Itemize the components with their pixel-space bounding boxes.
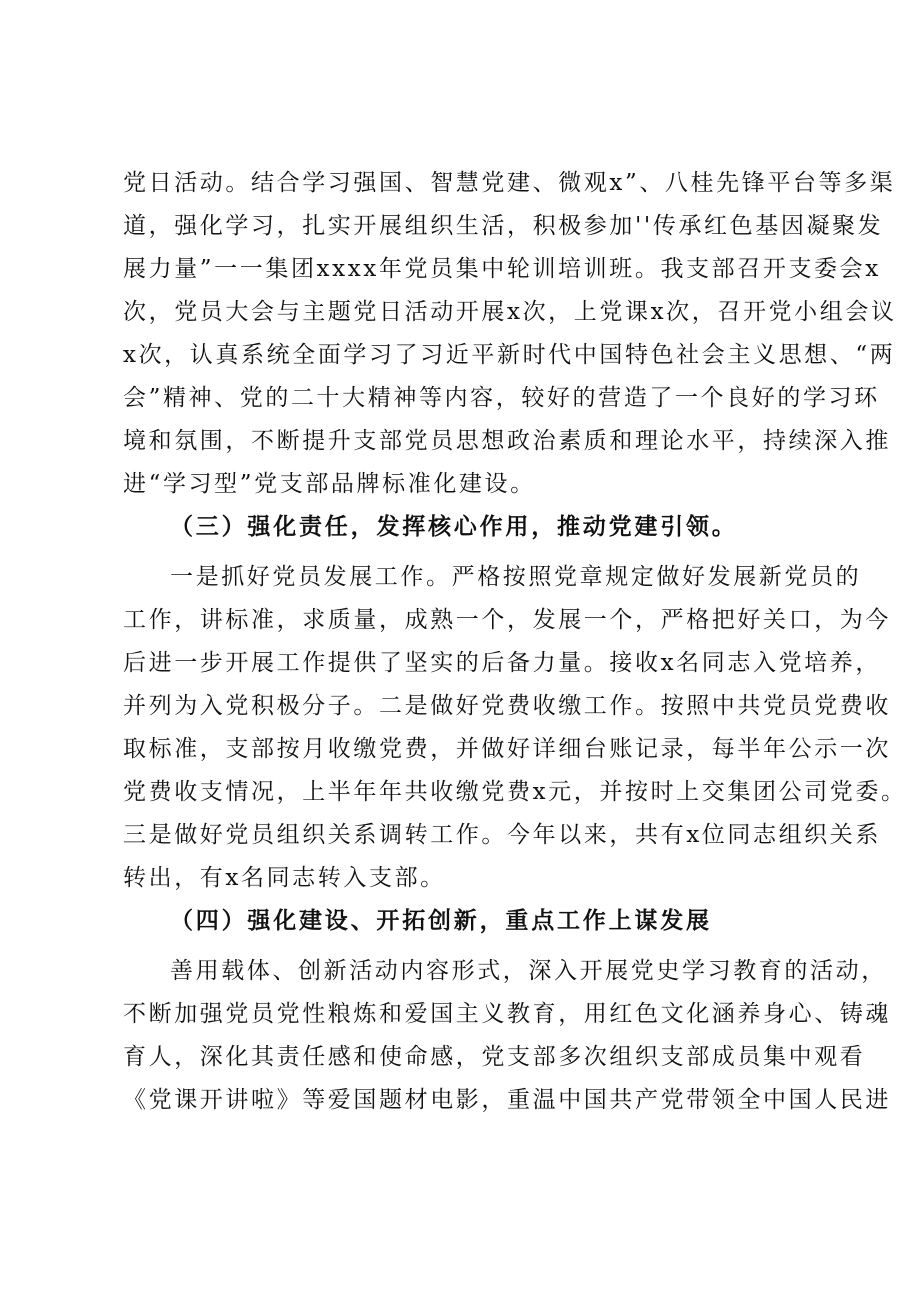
paragraph-2-line-6: 党费收支情况，上半年年共收缴党费x元，并按时上交集团公司党委。 [123,779,907,805]
paragraph-1-line-6: 会”精神、党的二十大精神等内容，较好的营造了一个良好的学习环 [123,385,880,411]
paragraph-2-line-7: 三是做好党员组织关系调转工作。今年以来，共有x位同志组织关系 [123,822,881,848]
paragraph-1-line-1: 党日活动。结合学习强国、智慧党建、微观x”、八桂先锋平台等多渠 [123,170,896,196]
paragraph-1-line-4: 次，党员大会与主题党日活动开展x次，上党课x次，召开党小组会议 [123,299,897,325]
paragraph-3-line-4: 《党课开讲啦》等爱国题材电影，重温中国共产党带领全中国人民进 [123,1087,891,1113]
paragraph-2-line-2: 工作，讲标准，求质量，成熟一个，发展一个，严格把好关口，为今 [123,607,891,633]
paragraph-3-line-3: 育人，深化其责任感和使命感，党支部多次组织支部成员集中观看 [123,1044,866,1070]
section-heading-3: （三）强化责任，发挥核心作用，推动党建引领。 [170,513,738,540]
paragraph-3-line-2: 不断加强党员党性粮炼和爱国主义教育，用红色文化涵养身心、铸魂 [123,1001,891,1027]
paragraph-3-line-1: 善用载体、创新活动内容形式，深入开展党史学习教育的活动， [170,958,887,984]
paragraph-1-line-2: 道，强化学习，扎实开展组织生活，积极参加''传承红色基因凝聚发 [123,213,884,239]
paragraph-2-line-4: 并列为入党积极分子。二是做好党费收缴工作。按照中共党员党费收 [123,693,891,719]
paragraph-2-line-8: 转出，有x名同志转入支部。 [123,865,446,891]
paragraph-1-line-7: 境和氛围，不断提升支部党员思想政治素质和理论水平，持续深入推 [123,428,891,454]
paragraph-1-line-5: x次，认真系统全面学习了习近平新时代中国特色社会主义思想、“两 [123,342,896,368]
paragraph-2-line-5: 取标准，支部按月收缴党费，并做好详细台账记录，每半年公示一次 [123,736,891,762]
paragraph-1-line-8: 进“学习型”党支部品牌标准化建设。 [123,471,536,497]
section-heading-4: （四）强化建设、开拓创新，重点工作上谋发展 [170,907,712,934]
paragraph-2-line-3: 后进一步开展工作提供了坚实的后备力量。接收x名同志入党培养， [123,650,881,676]
paragraph-1-line-3: 展力量”一一集团xxxx年党员集中轮训培训班。我支部召开支委会x [123,256,881,282]
paragraph-2-line-1: 一是抓好党员发展工作。严格按照党章规定做好发展新党员的 [170,564,862,590]
